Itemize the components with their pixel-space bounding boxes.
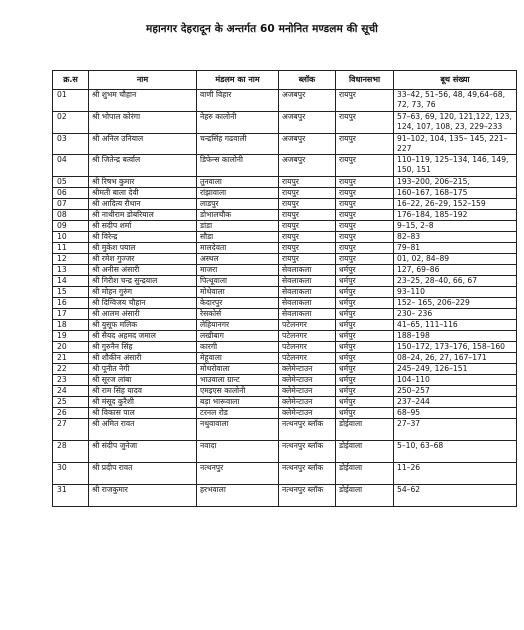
name-cell: श्री संदीप जुनेजा	[89, 441, 197, 463]
vidhansabha-cell: धर्मपुर	[336, 397, 394, 408]
name-cell: श्री गिरीश चन्द्र सुन्द्रयाल	[89, 276, 197, 287]
name-cell: श्री अमित रावत	[89, 419, 197, 441]
vidhansabha-cell: डोईवाला	[336, 441, 394, 463]
mandal-cell: मालदेवता	[197, 243, 279, 254]
booth-cell: 5–10, 63–68	[394, 441, 517, 463]
serial-cell: 13	[53, 265, 89, 276]
vidhansabha-cell: धर्मपुर	[336, 265, 394, 276]
name-cell: श्री शौकीन अंसारी	[89, 353, 197, 364]
table-row	[53, 112, 517, 134]
vidhansabha-cell: धर्मपुर	[336, 276, 394, 287]
booth-cell: 250–257	[394, 386, 517, 397]
block-cell: अजबपुर	[279, 134, 336, 155]
block-cell: रायपुर	[279, 210, 336, 221]
mandal-list-table	[52, 70, 517, 507]
booth-cell: 152– 165, 206–229	[394, 298, 517, 309]
block-cell: रायपुर	[279, 199, 336, 210]
header-block: ब्लॉक	[279, 71, 336, 90]
block-cell: नत्थनपुर ब्लॉक	[279, 485, 336, 507]
block-cell: पटेलनगर	[279, 331, 336, 342]
table-row	[53, 331, 517, 342]
vidhansabha-cell: रायपुर	[336, 199, 394, 210]
vidhansabha-cell: रायपुर	[336, 177, 394, 188]
table-row	[53, 408, 517, 419]
page-title: महानगर देहरादून के अन्तर्गत 60 मनोनित मण्डलम की सूची	[146, 23, 378, 35]
name-cell: श्री दिग्विजय चौहान	[89, 298, 197, 309]
serial-cell: 22	[53, 364, 89, 375]
name-cell: श्री रमेश गुज्जर	[89, 254, 197, 265]
serial-cell: 10	[53, 232, 89, 243]
table-row	[53, 210, 517, 221]
booth-cell: 230– 236	[394, 309, 517, 320]
table-row	[53, 375, 517, 386]
mandal-cell: पित्थूवाला	[197, 276, 279, 287]
serial-cell: 31	[53, 485, 89, 507]
booth-cell: 110–119, 125–134, 146, 149, 150, 151	[394, 155, 517, 177]
block-cell: सेवलाकला	[279, 298, 336, 309]
block-cell: क्लेमेन्टाउन	[279, 364, 336, 375]
table-row	[53, 463, 517, 485]
vidhansabha-cell: डोईवाला	[336, 419, 394, 441]
table-row	[53, 188, 517, 199]
block-cell: क्लेमेन्टाउन	[279, 386, 336, 397]
block-cell: नत्थनपुर ब्लॉक	[279, 441, 336, 463]
serial-cell: 01	[53, 90, 89, 112]
vidhansabha-cell: धर्मपुर	[336, 309, 394, 320]
booth-cell: 9–15, 2–8	[394, 221, 517, 232]
block-cell: नत्थनपुर ब्लॉक	[279, 463, 336, 485]
mandal-cell: एमइएस कालोनी	[197, 386, 279, 397]
booth-cell: 160–167, 168–175	[394, 188, 517, 199]
name-cell: श्री भोपाल कोरंगा	[89, 112, 197, 134]
block-cell: रायपुर	[279, 243, 336, 254]
mandal-cell: बड़ा भारूवाला	[197, 397, 279, 408]
block-cell: अजबपुर	[279, 90, 336, 112]
vidhansabha-cell: धर्मपुर	[336, 342, 394, 353]
booth-cell: 127, 69–86	[394, 265, 517, 276]
booth-cell: 08–24, 26, 27, 167–171	[394, 353, 517, 364]
block-cell: रायपुर	[279, 221, 336, 232]
booth-cell: 193–200, 206–215,	[394, 177, 517, 188]
name-cell: श्री राजकुमार	[89, 485, 197, 507]
block-cell: रायपुर	[279, 188, 336, 199]
header-name: नाम	[89, 71, 197, 90]
mandal-cell: मोथेवाला	[197, 287, 279, 298]
vidhansabha-cell: रायपुर	[336, 188, 394, 199]
table-row	[53, 265, 517, 276]
serial-cell: 06	[53, 188, 89, 199]
name-cell: श्री प्रदीप रावत	[89, 463, 197, 485]
vidhansabha-cell: रायपुर	[336, 112, 394, 134]
booth-cell: 150–172, 173–176, 158–160	[394, 342, 517, 353]
vidhansabha-cell: धर्मपुर	[336, 375, 394, 386]
name-cell: श्री राम सिंह यादव	[89, 386, 197, 397]
serial-cell: 17	[53, 309, 89, 320]
block-cell: सेवलाकला	[279, 276, 336, 287]
table-row	[53, 298, 517, 309]
vidhansabha-cell: रायपुर	[336, 134, 394, 155]
serial-cell: 25	[53, 397, 89, 408]
block-cell: पटेलनगर	[279, 353, 336, 364]
booth-cell: 41–65, 111–116	[394, 320, 517, 331]
vidhansabha-cell: रायपुर	[336, 155, 394, 177]
mandal-cell: लाडपुर	[197, 199, 279, 210]
mandal-cell: नथुवावाला	[197, 419, 279, 441]
vidhansabha-cell: धर्मपुर	[336, 386, 394, 397]
block-cell: क्लेमेन्टाउन	[279, 408, 336, 419]
vidhansabha-cell: रायपुर	[336, 221, 394, 232]
name-cell: श्री नाथीराम डोबरियाल	[89, 210, 197, 221]
block-cell: पटेलनगर	[279, 342, 336, 353]
booth-cell: 27–37	[394, 419, 517, 441]
serial-cell: 27	[53, 419, 89, 441]
mandal-cell: टरनल रोड	[197, 408, 279, 419]
vidhansabha-cell: धर्मपुर	[336, 298, 394, 309]
booth-cell: 91–102, 104, 135– 145, 221–227	[394, 134, 517, 155]
table-row	[53, 309, 517, 320]
table-row	[53, 397, 517, 408]
booth-cell: 57–63, 69, 120, 121,122, 123, 124, 107, 108, 23, 229–233	[394, 112, 517, 134]
mandal-cell: वाणी विहार	[197, 90, 279, 112]
header-vidhansabha: विधानसभा	[336, 71, 394, 90]
mandal-cell: डोभालचौक	[197, 210, 279, 221]
mandal-cell: डिफेन्स कालोनी	[197, 155, 279, 177]
serial-cell: 28	[53, 441, 89, 463]
table-row	[53, 243, 517, 254]
table-header-row	[53, 71, 517, 90]
booth-cell: 245–249, 126–151	[394, 364, 517, 375]
name-cell: श्री मंसूद कुरैशी	[89, 397, 197, 408]
mandal-cell: चन्द्रसिंह गढवाली	[197, 134, 279, 155]
mandal-cell: लेहियानगर	[197, 320, 279, 331]
mandal-cell: सौडा	[197, 232, 279, 243]
mandal-cell: कारगी	[197, 342, 279, 353]
serial-cell: 11	[53, 243, 89, 254]
serial-cell: 15	[53, 287, 89, 298]
name-cell: श्री विकास पाल	[89, 408, 197, 419]
name-cell: श्री मोहन गुरुंग	[89, 287, 197, 298]
table-row	[53, 342, 517, 353]
table-row	[53, 155, 517, 177]
serial-cell: 05	[53, 177, 89, 188]
name-cell: श्री आलम अंसारी	[89, 309, 197, 320]
serial-cell: 08	[53, 210, 89, 221]
name-cell: श्री जितेन्द्र बर्त्वाल	[89, 155, 197, 177]
booth-cell: 237–244	[394, 397, 517, 408]
table-row	[53, 177, 517, 188]
block-cell: अजबपुर	[279, 112, 336, 134]
serial-cell: 04	[53, 155, 89, 177]
mandal-cell: नेहरु कालोनी	[197, 112, 279, 134]
header-booth: बूथ संख्या	[394, 71, 517, 90]
vidhansabha-cell: धर्मपुर	[336, 287, 394, 298]
table-row	[53, 364, 517, 375]
name-cell: श्री आदित्य रौथान	[89, 199, 197, 210]
booth-cell: 93–110	[394, 287, 517, 298]
block-cell: रायपुर	[279, 177, 336, 188]
vidhansabha-cell: धर्मपुर	[336, 364, 394, 375]
table-row	[53, 221, 517, 232]
serial-cell: 21	[53, 353, 89, 364]
table-row	[53, 287, 517, 298]
vidhansabha-cell: धर्मपुर	[336, 408, 394, 419]
booth-cell: 16–22, 26–29, 152–159	[394, 199, 517, 210]
vidhansabha-cell: रायपुर	[336, 90, 394, 112]
mandal-cell: नवादा	[197, 441, 279, 463]
vidhansabha-cell: रायपुर	[336, 243, 394, 254]
serial-cell: 24	[53, 386, 89, 397]
mandal-cell: लखीबाग	[197, 331, 279, 342]
table-row	[53, 232, 517, 243]
name-cell: श्री मुकेश पयाल	[89, 243, 197, 254]
mandal-cell: अस्थल	[197, 254, 279, 265]
serial-cell: 19	[53, 331, 89, 342]
booth-cell: 54–62	[394, 485, 517, 507]
block-cell: पटेलनगर	[279, 320, 336, 331]
name-cell: श्री सदीप शर्मा	[89, 221, 197, 232]
name-cell: श्री सैयद अहमद जमाल	[89, 331, 197, 342]
mandal-cell: रांझावाला	[197, 188, 279, 199]
table-row	[53, 276, 517, 287]
table-row	[53, 254, 517, 265]
table-row	[53, 419, 517, 441]
mandal-cell: भाउवाला ग्रान्ट	[197, 375, 279, 386]
block-cell: अजबपुर	[279, 155, 336, 177]
block-cell: क्लेमेन्टाउन	[279, 397, 336, 408]
name-cell: श्री पूनीत नेगी	[89, 364, 197, 375]
mandal-cell: डांडा	[197, 221, 279, 232]
header-mandal: मंडलम का नाम	[197, 71, 279, 90]
mandal-cell: माजरा	[197, 265, 279, 276]
booth-cell: 01, 02, 84–89	[394, 254, 517, 265]
booth-cell: 33–42, 51–56, 48, 49,64–68, 72, 73, 76	[394, 90, 517, 112]
serial-cell: 02	[53, 112, 89, 134]
mandal-cell: तुनवाला	[197, 177, 279, 188]
serial-cell: 18	[53, 320, 89, 331]
name-cell: श्री गुरुनैन सिंह	[89, 342, 197, 353]
block-cell: क्लेमेन्टाउन	[279, 375, 336, 386]
table-row	[53, 90, 517, 112]
header-serial: क्र.स	[53, 71, 89, 90]
vidhansabha-cell: डोईवाला	[336, 485, 394, 507]
booth-cell: 68–95	[394, 408, 517, 419]
serial-cell: 26	[53, 408, 89, 419]
vidhansabha-cell: धर्मपुर	[336, 353, 394, 364]
mandal-cell: नत्थनपुर	[197, 463, 279, 485]
table-row	[53, 441, 517, 463]
name-cell: श्री सूरज लांबा	[89, 375, 197, 386]
serial-cell: 03	[53, 134, 89, 155]
mandal-cell: हरभवाला	[197, 485, 279, 507]
booth-cell: 104–110	[394, 375, 517, 386]
vidhansabha-cell: रायपुर	[336, 254, 394, 265]
table-row	[53, 199, 517, 210]
vidhansabha-cell: धर्मपुर	[336, 331, 394, 342]
block-cell: रायपुर	[279, 254, 336, 265]
booth-cell: 79–81	[394, 243, 517, 254]
serial-cell: 07	[53, 199, 89, 210]
booth-cell: 82–83	[394, 232, 517, 243]
booth-cell: 188–198	[394, 331, 517, 342]
table-row	[53, 485, 517, 507]
mandal-cell: मोथरोवाला	[197, 364, 279, 375]
serial-cell: 14	[53, 276, 89, 287]
serial-cell: 09	[53, 221, 89, 232]
block-cell: नत्थनपुर ब्लॉक	[279, 419, 336, 441]
booth-cell: 11–26	[394, 463, 517, 485]
block-cell: सेवलाकला	[279, 287, 336, 298]
booth-cell: 176–184, 185–192	[394, 210, 517, 221]
vidhansabha-cell: धर्मपुर	[336, 320, 394, 331]
block-cell: सेवलाकला	[279, 265, 336, 276]
mandal-cell: केदारपुर	[197, 298, 279, 309]
name-cell: श्री अनीस अंसारी	[89, 265, 197, 276]
table-row	[53, 386, 517, 397]
name-cell: श्री रिषभ कुमार	[89, 177, 197, 188]
vidhansabha-cell: रायपुर	[336, 210, 394, 221]
name-cell: श्री शुभम चौहान	[89, 90, 197, 112]
serial-cell: 12	[53, 254, 89, 265]
name-cell: श्रीमती बाला देवी	[89, 188, 197, 199]
vidhansabha-cell: रायपुर	[336, 232, 394, 243]
table-row	[53, 320, 517, 331]
block-cell: सेवलाकला	[279, 309, 336, 320]
name-cell: श्री अनिल उनियाल	[89, 134, 197, 155]
vidhansabha-cell: डोईवाला	[336, 463, 394, 485]
mandal-cell: मेहूवाला	[197, 353, 279, 364]
name-cell: श्री विरेन्द्र	[89, 232, 197, 243]
name-cell: श्री युसूफ मलिक	[89, 320, 197, 331]
block-cell: रायपुर	[279, 232, 336, 243]
table-row	[53, 353, 517, 364]
serial-cell: 20	[53, 342, 89, 353]
serial-cell: 23	[53, 375, 89, 386]
serial-cell: 30	[53, 463, 89, 485]
booth-cell: 23–25, 28–40, 66, 67	[394, 276, 517, 287]
serial-cell: 16	[53, 298, 89, 309]
mandal-cell: रेसकोर्स	[197, 309, 279, 320]
table-row	[53, 134, 517, 155]
